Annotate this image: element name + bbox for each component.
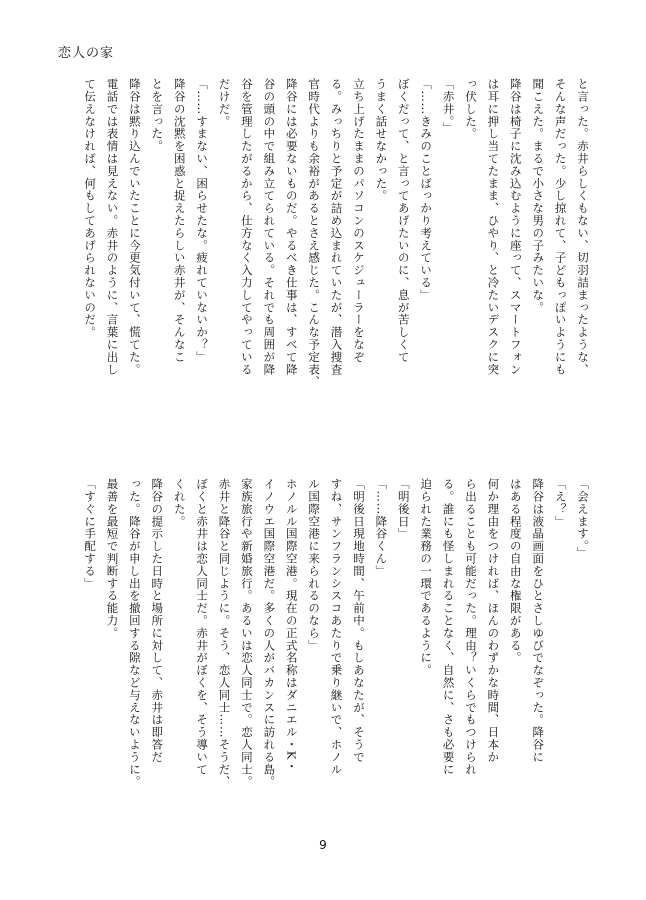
upper-text-column: と言った。赤井らしくもない、切羽詰まったような、 そんな声だった。少し掠れて、子どもっぽいようにも 聞こえた。まるで小さな男の子みたいな。 降谷は椅子に沈み込むように座って、スマートフォン は耳に押し当てたまま、ひやり、と冷たいデスクに突 っ伏した。 「赤井。」 「……きみのことばっかり考えている」 ぼくだって、と言ってあげたいのに、息が苦しくて うまく話せなかった。 立ち上げたままのパソコンのスケジューラーをなぞ る。みっちりと予定が詰め込まれていたが、潜入捜査 官時代よりも余裕があるとさえ感じた。こんな予定表、 降谷には必要ないものだ。やるべき仕事は、すべて降 谷の頭の中で組み立てられている。それでも周囲が降 谷を管理したがるから、仕方なく入力してやっている だけだ。 「……すまない、困らせたな。疲れていないか？」 降谷の沈黙を困惑と捉えたらしい赤井が、そんなこ とを言った。 降谷は黙り込んでいたことに今更気付いて、慌てた。 電話では表情は見えない。赤井のように、言葉に出し て伝えなければ、何もしてあげられないのだ。 — [83, 78, 590, 388]
running-title: 恋人の家 — [58, 46, 115, 61]
lower-text-column: 「会えます。」 「え？」 降谷は液晶画面をひとさしゆびでなぞった。降谷に はある程度の自由な権限がある。 何か理由をつければ、ほんのわずかな時間、日本か ら出ることも可能だった。理由？いくらでもつけられ る。誰にも怪しまれることなく、自然に、さも必要に 迫られた業務の一環であるように。 「明後日」 「……降谷くん」 「明後日現地時間、午前中。もしあなたが、そうで すね、サンフランシスコあたりで乗り継いで、ホノル ル国際空港に来られるのなら」 ホノルル国際空港。現在の正式名称はダニエル・K・ イノウエ国際空港だ。多くの人がバカンスに訪れる島。 家族旅行や新婚旅行。あるいは恋人同士で。恋人同士。 赤井と降谷と同じように。そう、恋人同士……そうだ、 ぼくと赤井は恋人同士だ。赤井がぼくを、そう導いて くれた。 降谷の提示した日時と場所に対して、赤井は即答だ った。降谷が申し出を撤回する隙など与えないように。 最善を最短で判断する能力。 「すぐに手配する」 — [83, 478, 590, 788]
page-number: 9 — [319, 838, 327, 852]
